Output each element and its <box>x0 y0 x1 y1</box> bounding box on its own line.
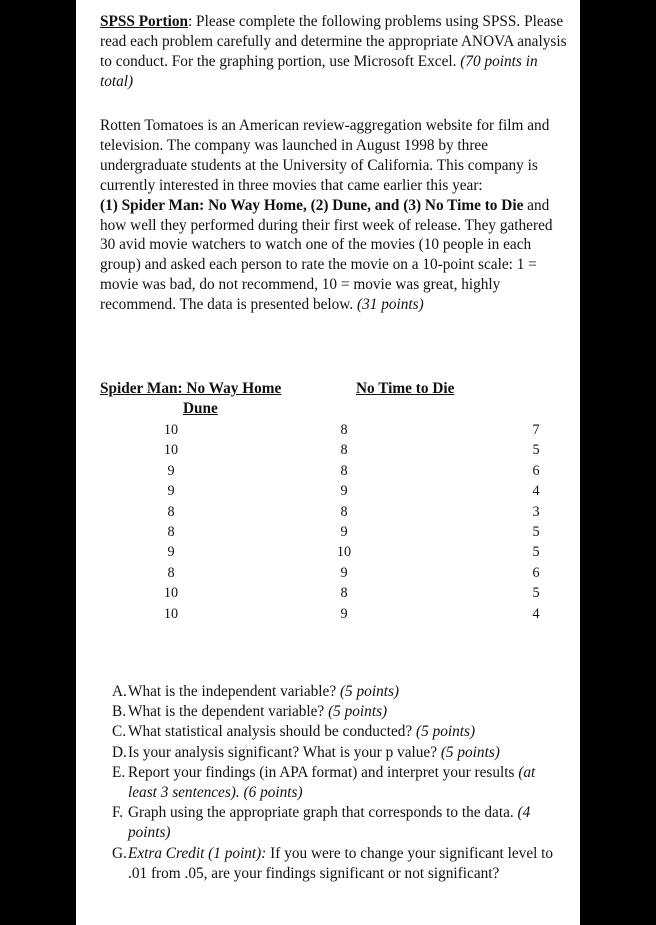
question-item <box>112 702 562 722</box>
no-time-to-die-cell: 4 <box>532 605 540 622</box>
question-item <box>112 722 562 742</box>
dune-cell: 8 <box>340 442 348 459</box>
dune-cell: 8 <box>340 585 348 602</box>
dune-cell: 9 <box>340 564 348 581</box>
no-time-to-die-cell: 5 <box>532 585 540 602</box>
no-time-to-die-cell: 3 <box>532 503 540 520</box>
dune-cell: 9 <box>340 605 348 622</box>
no-time-to-die-cell: 7 <box>532 422 540 438</box>
question-item <box>112 743 562 763</box>
spider-man-cell: 8 <box>167 503 175 520</box>
question-text: What is the independent variable? (5 points) <box>128 683 400 700</box>
no-time-to-die-cell: 5 <box>532 544 540 561</box>
header-dune: Dune <box>183 400 218 417</box>
question-text: What statistical analysis should be conducted? (5 points) <box>128 723 476 741</box>
question-letter: A. <box>112 683 127 700</box>
dune-cell: 10 <box>336 544 352 561</box>
spider-man-cell: 10 <box>163 605 179 622</box>
problem-points: (31 points) <box>357 296 424 314</box>
document-page <box>76 0 580 925</box>
question-text: Is your analysis significant? What is your p value? (5 points) <box>128 743 500 761</box>
header-no-time-to-die: No Time to Die <box>356 380 455 397</box>
intro-title: SPSS Portion <box>100 13 188 30</box>
header-spider-man: Spider Man: No Way Home <box>100 380 282 397</box>
no-time-to-die-cell: 6 <box>532 564 540 581</box>
spider-man-cell: 9 <box>167 483 175 500</box>
spider-man-cell: 8 <box>167 523 175 540</box>
question-letter: B. <box>112 703 127 721</box>
spider-man-cell: 9 <box>167 462 175 479</box>
column-no-time-to-die <box>516 420 556 624</box>
question-text: Graph using the appropriate graph that corresponds to the data. (4 points) <box>128 804 531 842</box>
no-time-to-die-cell: 5 <box>532 442 540 459</box>
question-text: Extra Credit (1 point): If you were to change your significant level to .01 from .05, are your findings significant or not significant? <box>128 844 554 882</box>
column-dune <box>324 420 364 624</box>
question-item <box>112 682 562 702</box>
question-item <box>112 844 562 884</box>
dune-cell: 8 <box>340 422 348 438</box>
problem-text-1: Rotten Tomatoes is an American review-aggregation website for film and television. The company was launched in August 1998 by three undergraduate students at the University of California. This company is currently interested in three movies that came earlier this year: <box>100 117 550 194</box>
problem-paragraph <box>100 116 570 315</box>
dune-cell: 8 <box>340 462 348 479</box>
intro-text: : Please complete the following problems using SPSS. Please read each problem carefully and determine the appropriate ANOVA analysis to conduct. For the graphing portion, use Microsoft Excel. <box>100 13 567 70</box>
spider-man-cell: 10 <box>163 422 179 438</box>
question-text: Report your findings (in APA format) and interpret your results (at least 3 sentences). (6 points) <box>128 763 536 802</box>
question-text: What is the dependent variable? (5 points) <box>128 703 388 721</box>
question-item <box>112 803 562 843</box>
intro-paragraph <box>100 12 570 92</box>
dune-cell: 9 <box>340 523 348 540</box>
no-time-to-die-cell: 6 <box>532 462 540 479</box>
question-letter: C. <box>112 723 127 741</box>
spider-man-cell: 9 <box>167 544 175 561</box>
column-spider-man <box>151 420 191 624</box>
dune-cell: 9 <box>340 483 348 500</box>
spider-man-cell: 10 <box>163 442 179 459</box>
no-time-to-die-cell: 4 <box>532 483 540 500</box>
no-time-to-die-cell: 5 <box>532 523 540 540</box>
question-item <box>112 763 562 803</box>
spider-man-cell: 10 <box>163 585 179 602</box>
intro-points: (70 points in total) <box>100 52 538 90</box>
spider-man-cell: 8 <box>167 564 175 581</box>
problem-movies: (1) Spider Man: No Way Home, (2) Dune, and (3) No Time to Die <box>100 196 524 214</box>
question-letter: D. <box>112 743 127 761</box>
question-letter: F. <box>112 804 124 822</box>
problem-text-2: and how well they performed during their first week of release. They gathered 30 avid movie watchers to watch one of the movies (10 people in each group) and asked each person to rate the movie on a 10-point scale: 1 = movie was bad, do not recommend, 10 = movie was great, highly recommend. The data is presented below. <box>100 196 553 314</box>
question-list <box>112 682 562 884</box>
dune-cell: 8 <box>340 503 348 520</box>
question-letter: G. <box>112 844 127 862</box>
question-letter: E. <box>112 763 126 781</box>
